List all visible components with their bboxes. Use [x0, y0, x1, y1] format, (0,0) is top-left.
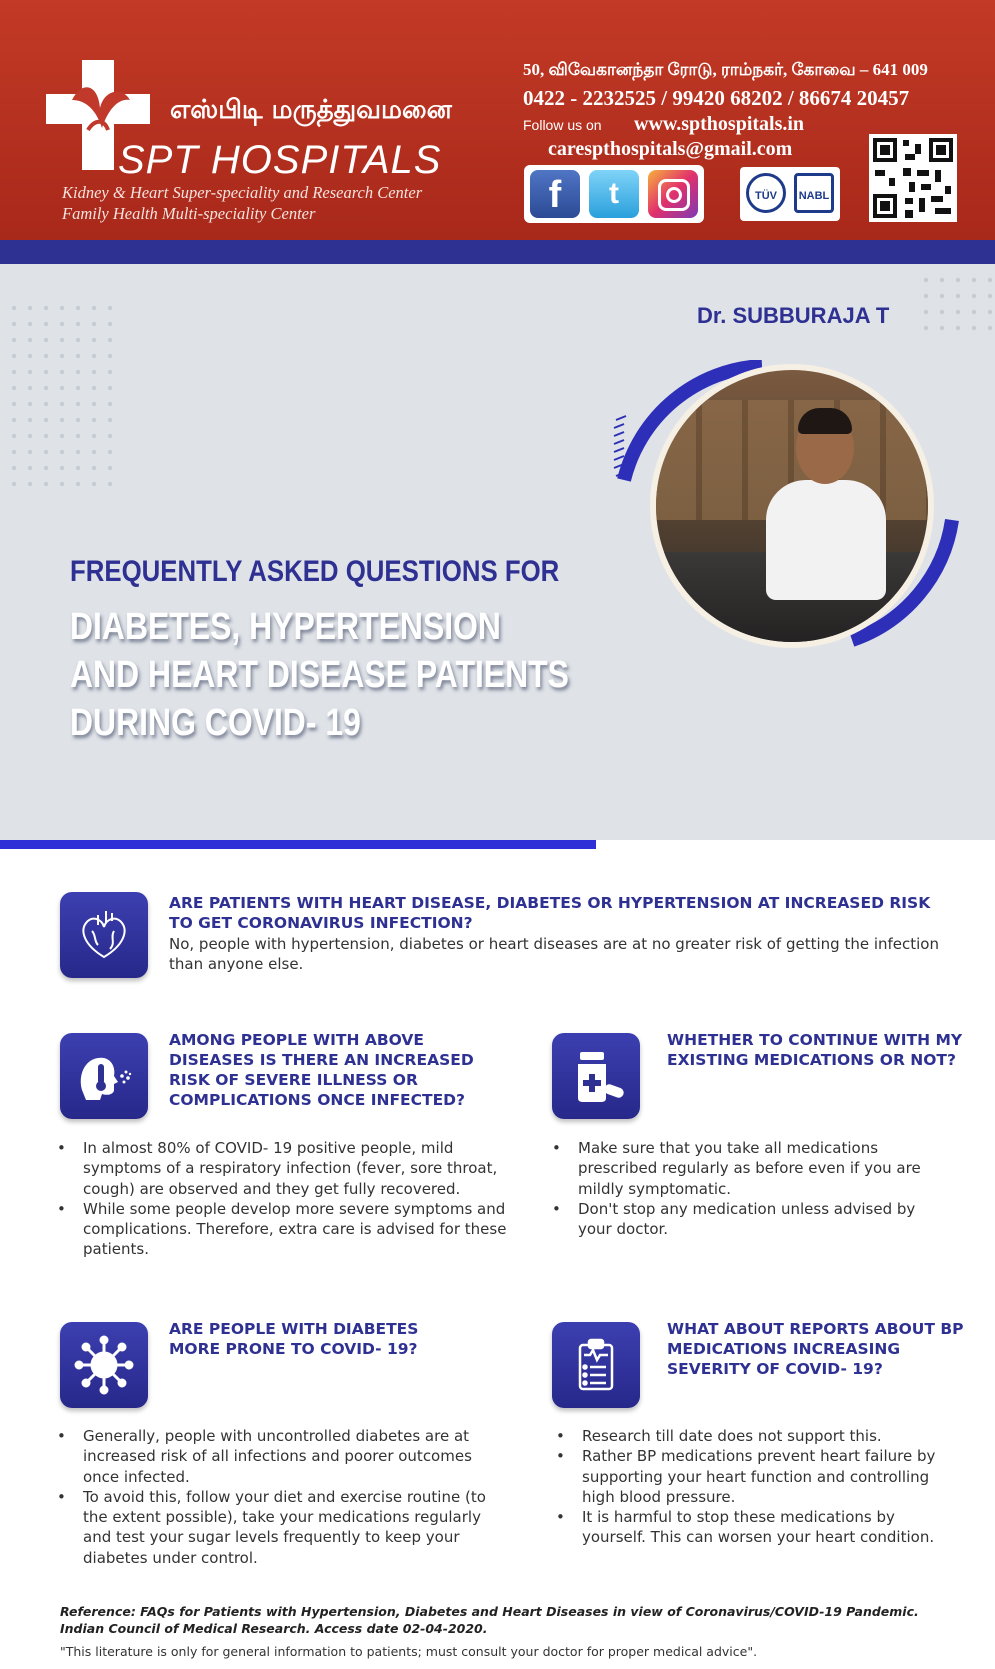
tuv-certification-badge: TÜV: [746, 173, 786, 213]
heart-icon-box: [60, 892, 148, 978]
tagline-line-2: Family Health Multi-speciality Center: [62, 204, 316, 223]
hero-title-line-3: DURING COVID- 19: [70, 702, 361, 744]
follow-us-label: Follow us on: [523, 117, 602, 133]
header-divider-strip: [0, 240, 995, 264]
email-link[interactable]: carespthospitals@gmail.com: [548, 138, 793, 160]
question-3-answer-list: [552, 1138, 947, 1239]
question-2-heading: AMONG PEOPLE WITH ABOVE DISEASES IS THERE AN INCREASED RISK OF SEVERE ILLNESS OR COMPLICATIONS ONCE INFECTED?: [169, 1031, 474, 1109]
doctor-name: Dr. SUBBURAJA T: [697, 303, 890, 328]
qr-code-icon: [869, 134, 957, 222]
list-item: • Research till date does not support this.: [556, 1427, 882, 1445]
hospital-name-tamil: எஸ்பிடி மருத்துவமனை: [170, 95, 452, 125]
thermometer-icon-box: [60, 1033, 148, 1119]
question-5-heading: WHAT ABOUT REPORTS ABOUT BP MEDICATIONS INCREASING SEVERITY OF COVID- 19?: [667, 1320, 964, 1378]
list-item: • In almost 80% of COVID- 19 positive people, mild symptoms of a respiratory infection (fever, sore throat, cough) are observed and they get fully recovered.: [57, 1139, 498, 1198]
facebook-icon[interactable]: f: [530, 170, 580, 218]
question-5-answer-list: [556, 1426, 956, 1548]
thermometer-icon: [74, 1046, 134, 1106]
hospital-address: 50, விவேகானந்தா ரோடு, ராம்நகர், கோவை – 641 009: [523, 60, 928, 79]
question-4-heading: ARE PEOPLE WITH DIABETES MORE PRONE TO COVID- 19?: [169, 1320, 419, 1358]
virus-icon: [74, 1335, 134, 1395]
list-item: • To avoid this, follow your diet and exercise routine (to the extent possible), take your medications regularly and test your sugar levels frequently to keep your diabetes under control.: [57, 1487, 486, 1567]
doctor-photo: [650, 364, 934, 648]
nabl-certification-badge: NABL: [794, 173, 834, 213]
decorative-dot-grid: [6, 300, 124, 490]
disclaimer-note: "This literature is only for general information to patients; must consult your doctor for proper medical advice".: [60, 1644, 758, 1659]
hero-accent-bar: [0, 840, 596, 849]
clipboard-icon-box: [552, 1322, 640, 1408]
hero-title-line-2: AND HEART DISEASE PATIENTS: [70, 654, 569, 696]
clipboard-icon: [566, 1335, 626, 1395]
question-1-answer: No, people with hypertension, diabetes or heart diseases are at no greater risk of getting the infection than anyone else.: [169, 935, 939, 973]
medicine-bottle-icon: [566, 1046, 626, 1106]
twitter-icon[interactable]: t: [589, 170, 639, 218]
question-2-answer-list: [57, 1138, 507, 1260]
list-item: • Rather BP medications prevent heart failure by supporting your heart function and controlling high blood pressure.: [556, 1447, 936, 1506]
faq-title: FREQUENTLY ASKED QUESTIONS FOR: [70, 555, 560, 588]
website-link[interactable]: www.spthospitals.in: [634, 113, 805, 135]
certification-badges: [740, 167, 840, 221]
list-item: • Don't stop any medication unless advised by your doctor.: [552, 1199, 916, 1239]
list-item: • Generally, people with uncontrolled diabetes are at increased risk of all infections and poorer outcomes once infected.: [57, 1427, 472, 1486]
tagline-line-1: Kidney & Heart Super-speciality and Research Center: [62, 183, 423, 202]
virus-icon-box: [60, 1322, 148, 1408]
question-4-answer-list: [57, 1426, 507, 1568]
list-item: • Make sure that you take all medications prescribed regularly as before even if you are mildly symptomatic.: [552, 1139, 921, 1198]
list-item: • While some people develop more severe symptoms and complications. Therefore, extra care is advised for these patients.: [57, 1199, 507, 1259]
hospital-header: [0, 0, 995, 240]
instagram-icon[interactable]: [648, 170, 698, 218]
doctor-photo-frame: [612, 360, 982, 650]
list-item: • It is harmful to stop these medications by yourself. This can worsen your heart condition.: [556, 1508, 935, 1547]
hospital-name: SPT HOSPITALS: [118, 138, 442, 182]
hero-title-line-1: DIABETES, HYPERTENSION: [70, 606, 501, 648]
question-3-heading: WHETHER TO CONTINUE WITH MY EXISTING MEDICATIONS OR NOT?: [667, 1031, 963, 1069]
question-1-heading: ARE PATIENTS WITH HEART DISEASE, DIABETES OR HYPERTENSION AT INCREASED RISK TO GET CORONAVIRUS INFECTION?: [169, 894, 931, 932]
reference-note: Reference: FAQs for Patients with Hypertension, Diabetes and Heart Diseases in view of Coronavirus/COVID-19 Pandemic. Indian Council of Medical Research. Access date 02-04-2020.: [60, 1604, 919, 1636]
heart-icon: [74, 905, 134, 965]
social-icons-panel: [524, 165, 704, 223]
decorative-dot-grid-right: [918, 272, 995, 342]
medicine-bottle-icon-box: [552, 1033, 640, 1119]
phone-numbers: 0422 - 2232525 / 99420 68202 / 86674 20457: [523, 86, 910, 110]
